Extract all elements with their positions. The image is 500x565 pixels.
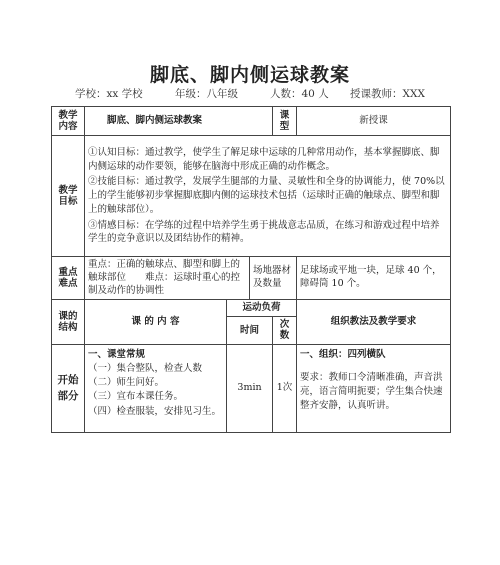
row-content [52, 107, 451, 136]
start-item-1: （一）集合整队，检查人数 [88, 362, 203, 374]
goal-skill: ②技能目标：通过教学，发展学生腿部的力量、灵敏性和全身的协调能力，使 70%以上的学生能够初步掌握脚底脚内侧的运球技术包括（运球时正确的触球点、脚型和脚上的触球部位）。 [88, 176, 445, 215]
key-points-label: 重点难点 [52, 257, 85, 300]
start-time: 3min [227, 344, 273, 432]
structure-label: 课的结构 [52, 300, 85, 344]
venue-value: 足球场或平地一块，足球 40 个，障碍筒 10 个。 [297, 257, 451, 300]
row-start [52, 344, 451, 432]
goals-content [85, 136, 451, 257]
row-goals [52, 136, 451, 257]
content-value: 脚底、脚内侧运球教案 [85, 107, 273, 136]
grade-info: 年级：八年级 [175, 88, 238, 100]
goal-cognitive: ①认知目标：通过教学，使学生了解足球中运球的几种常用动作，基本掌握脚底、脚内侧运球的动作要领，能够在脑海中形成正确的动作概念。 [88, 146, 440, 172]
org-requirements: 要求：教师口令清晰准确，声音洪亮，语言简明扼要；学生集合快速整齐安静，认真听讲。 [300, 372, 443, 411]
start-item-3: （三）宣布本课任务。 [88, 391, 184, 403]
start-item-4: （四）检查服装，安排见习生。 [88, 405, 222, 417]
count-header: 次数 [273, 316, 297, 344]
lesson-type-label: 课型 [273, 107, 297, 136]
content-header: 课 的 内 容 [85, 300, 227, 344]
load-header: 运动负荷 [227, 300, 297, 316]
start-organization [297, 344, 451, 432]
content-label: 教学内容 [52, 107, 85, 136]
goal-emotion: ③情感目标：在学练的过程中培养学生勇于挑战意志品质，在练习和游戏过程中培养学生的竞争意识以及团结协作的精神。 [88, 219, 440, 245]
school-info: 学校：xx 学校 [75, 88, 143, 100]
start-count: 1次 [273, 344, 297, 432]
start-content [85, 344, 227, 432]
teacher-info: 授课教师：XXX [350, 88, 425, 100]
key-points-text: 重点：正确的触球点、脚型和脚上的触球部位 难点：运球时重心的控制及动作的协调性 [85, 257, 250, 300]
goals-label: 教学目标 [52, 136, 85, 257]
venue-label: 场地器材及数量 [250, 257, 297, 300]
org-header: 组织教法及教学要求 [297, 300, 451, 344]
start-content-title: 一、课堂常规 [88, 348, 146, 360]
page-title: 脚底、脚内侧运球教案 [149, 64, 350, 86]
start-item-2: （二）师生问好。 [88, 377, 165, 389]
student-count-info: 人数：40 人 [270, 88, 329, 100]
start-label: 开始部分 [52, 344, 85, 432]
row-structure-head-1 [52, 300, 451, 316]
lesson-plan-table [51, 106, 451, 433]
time-header: 时间 [227, 316, 273, 344]
row-key-points [52, 257, 451, 300]
org-title: 一、组织：四列横队 [300, 348, 386, 360]
lesson-type-value: 新授课 [297, 107, 451, 136]
